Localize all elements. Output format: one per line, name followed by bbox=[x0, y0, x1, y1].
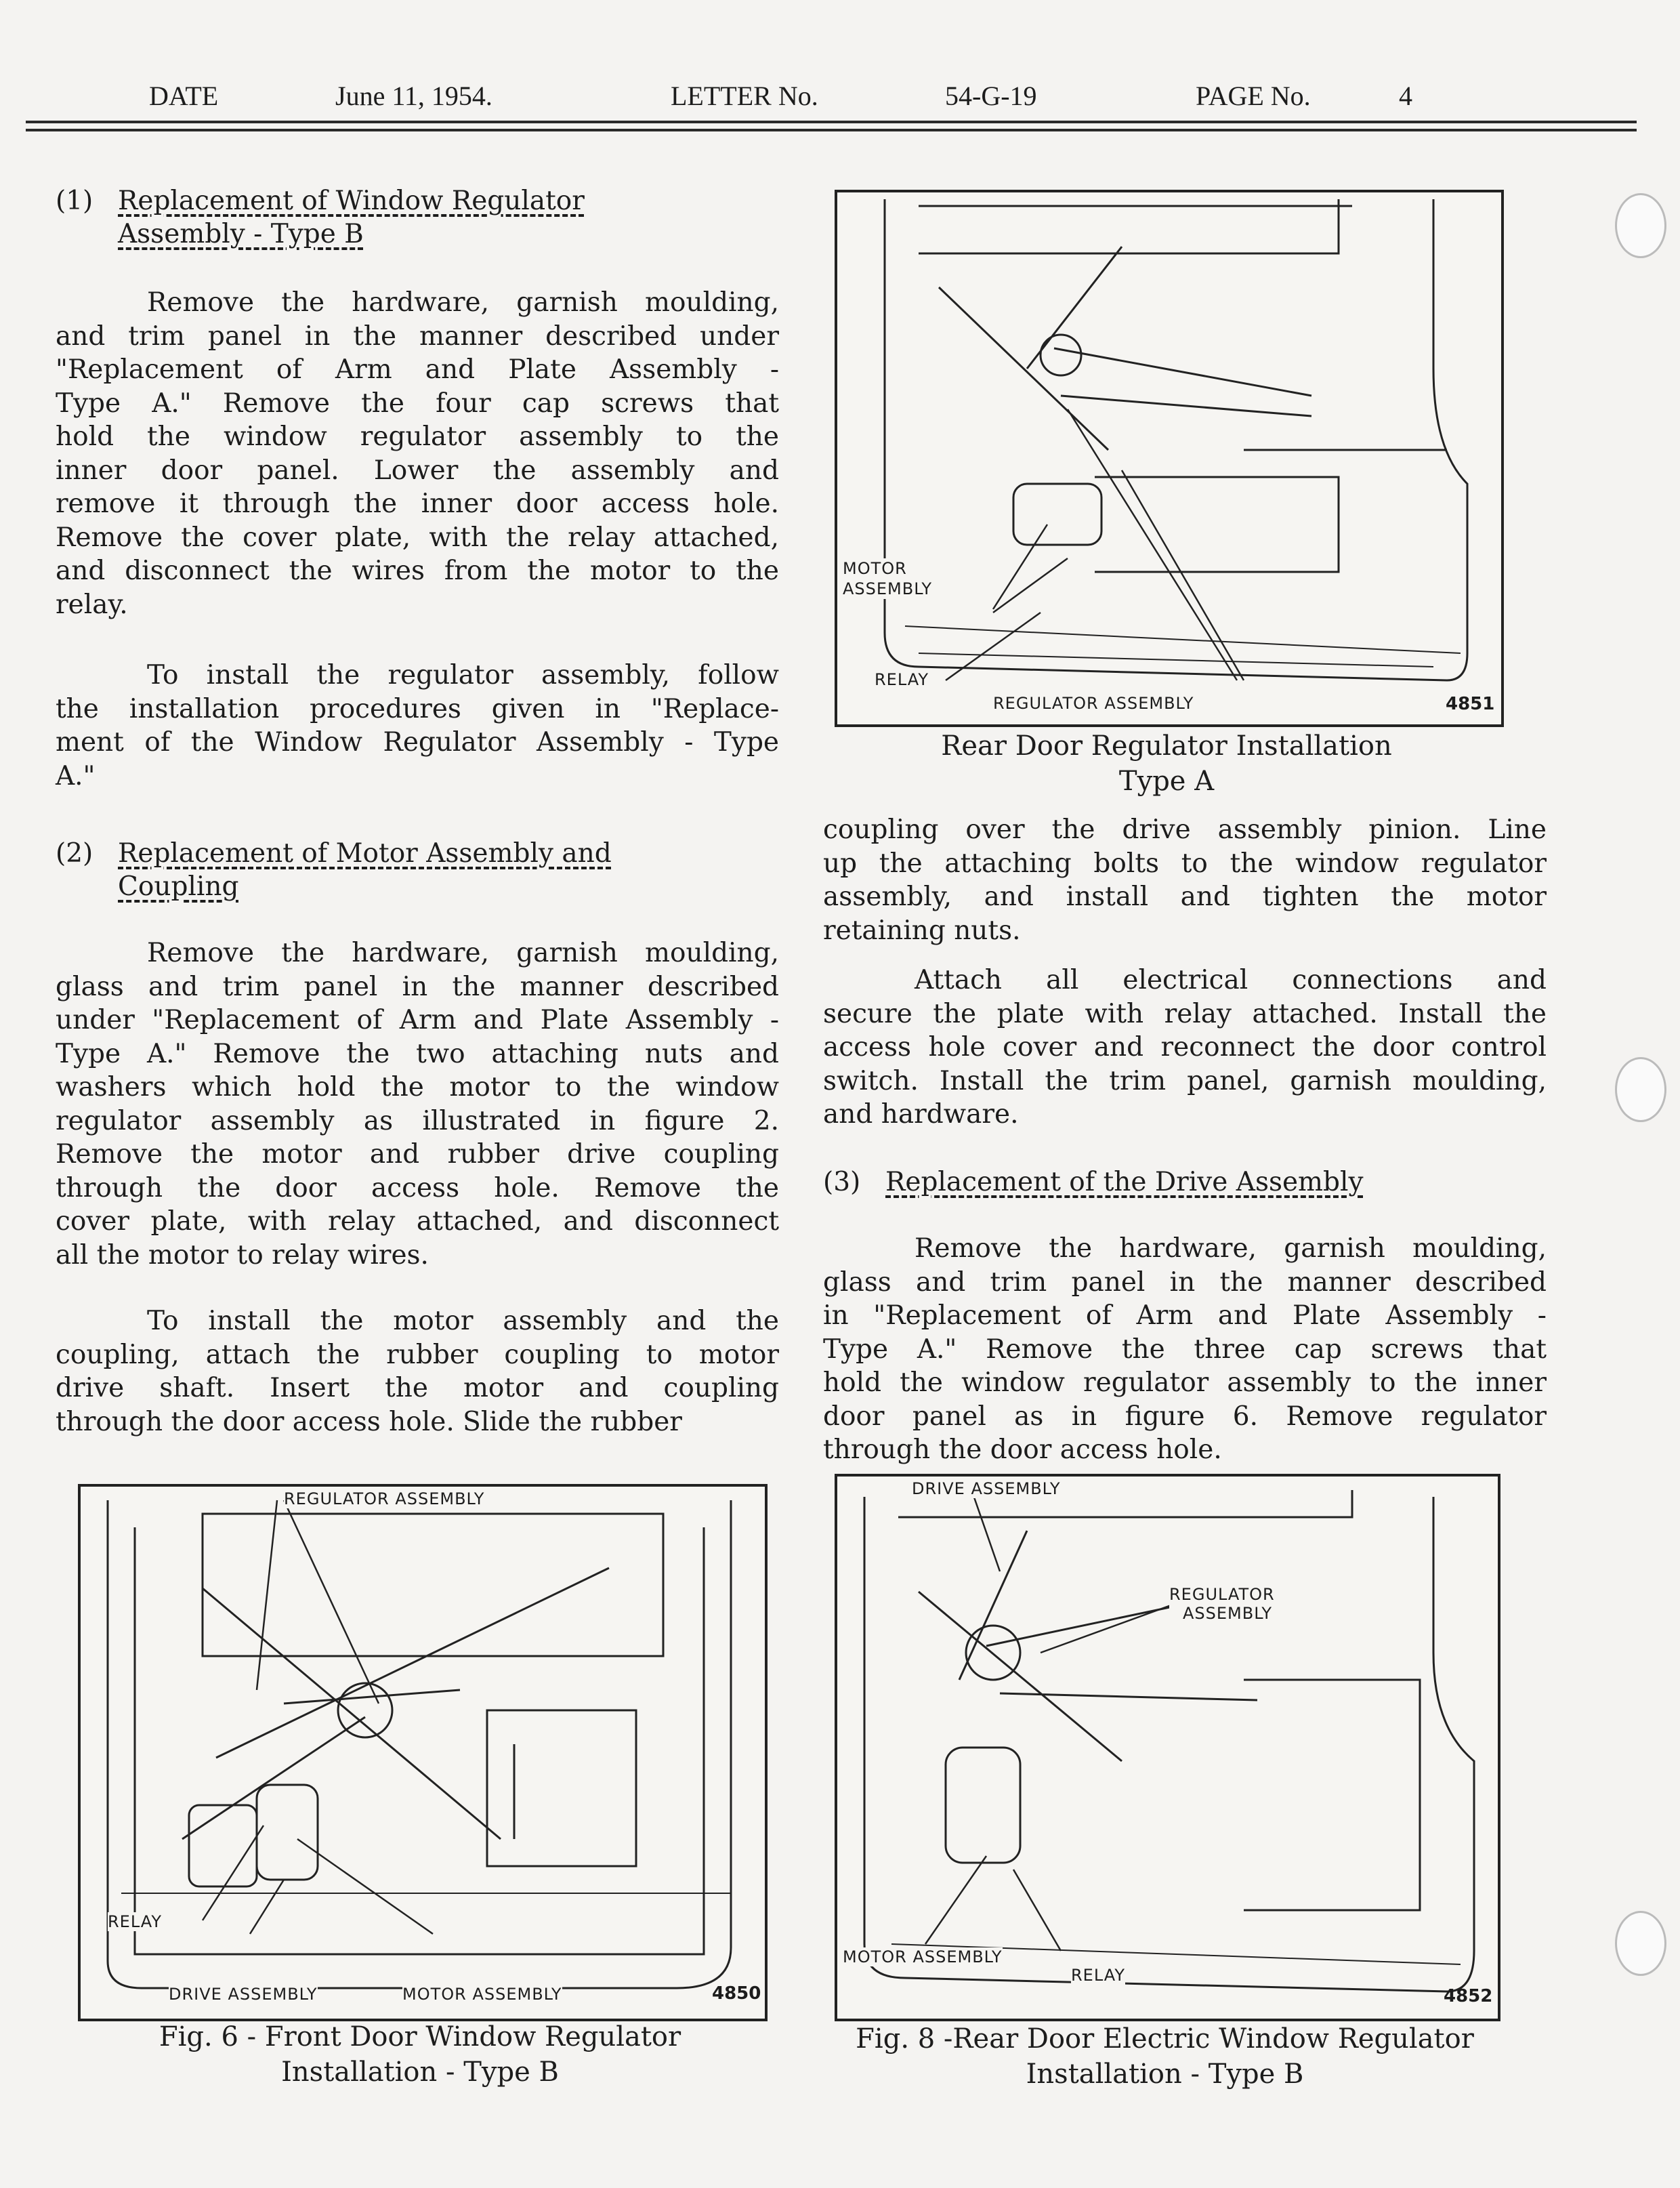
figure-6-front-door bbox=[78, 1484, 768, 2021]
text-line: drive shaft. Insert the motor and coupling bbox=[56, 1373, 779, 1403]
text-line: and hardware. bbox=[823, 1099, 1019, 1130]
caption-line: Fig. 6 - Front Door Window Regulator bbox=[159, 2021, 681, 2052]
text-line: Type A." Remove the three cap screws that bbox=[823, 1334, 1547, 1365]
label-regulator-assembly: REGULATOR ASSEMBLY bbox=[284, 1489, 485, 1508]
figure-number: 4850 bbox=[712, 1983, 761, 2004]
binder-hole bbox=[1615, 1057, 1666, 1122]
text-line: coupling, attach the rubber coupling to motor bbox=[56, 1339, 779, 1370]
text-line: Remove the hardware, garnish moulding, bbox=[147, 938, 779, 968]
section-title: Replacement of Window Regulator bbox=[118, 186, 585, 216]
figure-type-a-caption bbox=[835, 728, 1498, 799]
text-line: Attach all electrical connections and bbox=[915, 965, 1547, 995]
text-line: Remove the cover plate, with the relay attached, bbox=[56, 522, 779, 553]
section-heading-2 bbox=[56, 837, 612, 902]
figure-6-caption bbox=[78, 2019, 762, 2090]
paragraph bbox=[56, 659, 779, 793]
label-relay: RELAY bbox=[875, 670, 929, 689]
header-rule bbox=[26, 121, 1637, 123]
label-motor-assembly bbox=[843, 558, 932, 599]
text-line: glass and trim panel in the manner described bbox=[56, 971, 779, 1002]
text-line: access hole cover and reconnect the door control bbox=[823, 1032, 1547, 1062]
section-number: (3) bbox=[823, 1167, 861, 1197]
text-line: all the motor to relay wires. bbox=[56, 1239, 429, 1271]
text-line: retaining nuts. bbox=[823, 915, 1021, 946]
text-line: relay. bbox=[56, 589, 128, 620]
text-line: Remove the hardware, garnish moulding, bbox=[915, 1233, 1547, 1264]
text-line: through the door access hole. Slide the rubber bbox=[56, 1406, 682, 1437]
text-line: in "Replacement of Arm and Plate Assembly - bbox=[823, 1300, 1547, 1331]
text-line: A." bbox=[56, 760, 96, 791]
label-motor-assembly: MOTOR ASSEMBLY bbox=[402, 1985, 562, 2004]
figure-rear-door-type-a bbox=[835, 190, 1504, 727]
text-line: hold the window regulator assembly to the inner bbox=[823, 1367, 1547, 1398]
text-line: the installation procedures given in "Replace- bbox=[56, 693, 779, 724]
door-illustration bbox=[81, 1487, 765, 2019]
section-title: Replacement of Motor Assembly and bbox=[118, 838, 612, 869]
text-line: Type A." Remove the two attaching nuts and bbox=[56, 1038, 779, 1069]
section-number: (1) bbox=[56, 186, 93, 216]
label-motor-assembly: MOTOR ASSEMBLY bbox=[843, 1947, 1003, 1966]
page-label: PAGE No. bbox=[1196, 81, 1311, 111]
paragraph bbox=[823, 964, 1547, 1132]
section-title: Replacement of the Drive Assembly bbox=[885, 1167, 1364, 1197]
text-line: To install the regulator assembly, follow bbox=[147, 660, 779, 690]
text-line: and disconnect the wires from the motor to the bbox=[56, 556, 779, 586]
label-line: MOTOR bbox=[843, 559, 907, 578]
text-line: switch. Install the trim panel, garnish moulding, bbox=[823, 1065, 1547, 1096]
caption-line: Fig. 8 -Rear Door Electric Window Regulator bbox=[856, 2023, 1474, 2055]
text-line: washers which hold the motor to the window bbox=[56, 1072, 779, 1102]
caption-line: Installation - Type B bbox=[281, 2057, 559, 2088]
text-line: assembly, and install and tighten the motor bbox=[823, 882, 1547, 912]
text-line: ment of the Window Regulator Assembly - Type bbox=[56, 727, 779, 758]
caption-line: Rear Door Regulator Installation bbox=[941, 730, 1392, 762]
section-number: (2) bbox=[56, 838, 93, 869]
text-line: glass and trim panel in the manner described bbox=[823, 1266, 1547, 1298]
date-label: DATE bbox=[149, 81, 219, 111]
text-line: up the attaching bolts to the window regulator bbox=[823, 848, 1547, 879]
text-line: coupling over the drive assembly pinion. Line bbox=[823, 814, 1547, 845]
binder-hole bbox=[1615, 193, 1666, 258]
section-heading-3 bbox=[823, 1165, 1364, 1199]
text-line: remove it through the inner door access hole. bbox=[56, 489, 779, 519]
figure-8-rear-door bbox=[835, 1474, 1500, 2021]
paragraph bbox=[823, 1232, 1547, 1467]
section-heading-1 bbox=[56, 184, 585, 249]
paragraph bbox=[56, 286, 779, 621]
label-regulator-assembly bbox=[1169, 1585, 1275, 1623]
text-line: regulator assembly as illustrated in figure 2. bbox=[56, 1105, 779, 1136]
letter-value: 54-G-19 bbox=[945, 81, 1037, 111]
text-line: Remove the motor and rubber drive coupling bbox=[56, 1139, 779, 1170]
label-drive-assembly: DRIVE ASSEMBLY bbox=[912, 1479, 1061, 1498]
text-line: To install the motor assembly and the bbox=[147, 1306, 779, 1336]
letter-label: LETTER No. bbox=[671, 81, 818, 111]
text-line: and trim panel in the manner described under bbox=[56, 321, 779, 352]
label-drive-assembly: DRIVE ASSEMBLY bbox=[169, 1985, 318, 2004]
label-relay: RELAY bbox=[1071, 1966, 1125, 1985]
text-line: secure the plate with relay attached. Install the bbox=[823, 998, 1547, 1029]
paragraph bbox=[56, 1304, 779, 1439]
text-line: Type A." Remove the four cap screws that bbox=[56, 388, 779, 419]
label-relay: RELAY bbox=[108, 1912, 162, 1931]
caption-line: Installation - Type B bbox=[1026, 2059, 1304, 2090]
text-line: "Replacement of Arm and Plate Assembly - bbox=[56, 354, 779, 385]
text-line: through the door access hole. bbox=[823, 1434, 1222, 1465]
text-line: door panel as in figure 6. Remove regulator bbox=[823, 1401, 1547, 1432]
door-illustration bbox=[837, 192, 1501, 724]
label-line: REGULATOR bbox=[1169, 1585, 1275, 1604]
text-line: under "Replacement of Arm and Plate Assembly - bbox=[56, 1005, 779, 1035]
section-title: Assembly - Type B bbox=[118, 219, 364, 249]
label-line: ASSEMBLY bbox=[1183, 1604, 1273, 1623]
paragraph bbox=[56, 936, 779, 1272]
text-line: hold the window regulator assembly to the bbox=[56, 421, 779, 452]
text-line: cover plate, with relay attached, and disconnect bbox=[56, 1206, 779, 1237]
caption-line: Type A bbox=[1118, 766, 1215, 797]
date-value: June 11, 1954. bbox=[335, 81, 492, 111]
figure-number: 4852 bbox=[1444, 1986, 1493, 2006]
label-line: ASSEMBLY bbox=[843, 579, 933, 598]
header-rule bbox=[26, 129, 1637, 131]
text-line: through the door access hole. Remove the bbox=[56, 1172, 779, 1203]
label-regulator-assembly: REGULATOR ASSEMBLY bbox=[993, 694, 1194, 713]
text-line: inner door panel. Lower the assembly and bbox=[56, 455, 779, 486]
paragraph bbox=[823, 813, 1547, 947]
page-value: 4 bbox=[1399, 81, 1412, 111]
figure-number: 4851 bbox=[1446, 694, 1495, 714]
text-line: Remove the hardware, garnish moulding, bbox=[147, 287, 779, 318]
figure-8-caption bbox=[835, 2021, 1495, 2092]
binder-hole bbox=[1615, 1911, 1666, 1976]
door-illustration bbox=[837, 1477, 1498, 2019]
section-title: Coupling bbox=[118, 871, 239, 902]
